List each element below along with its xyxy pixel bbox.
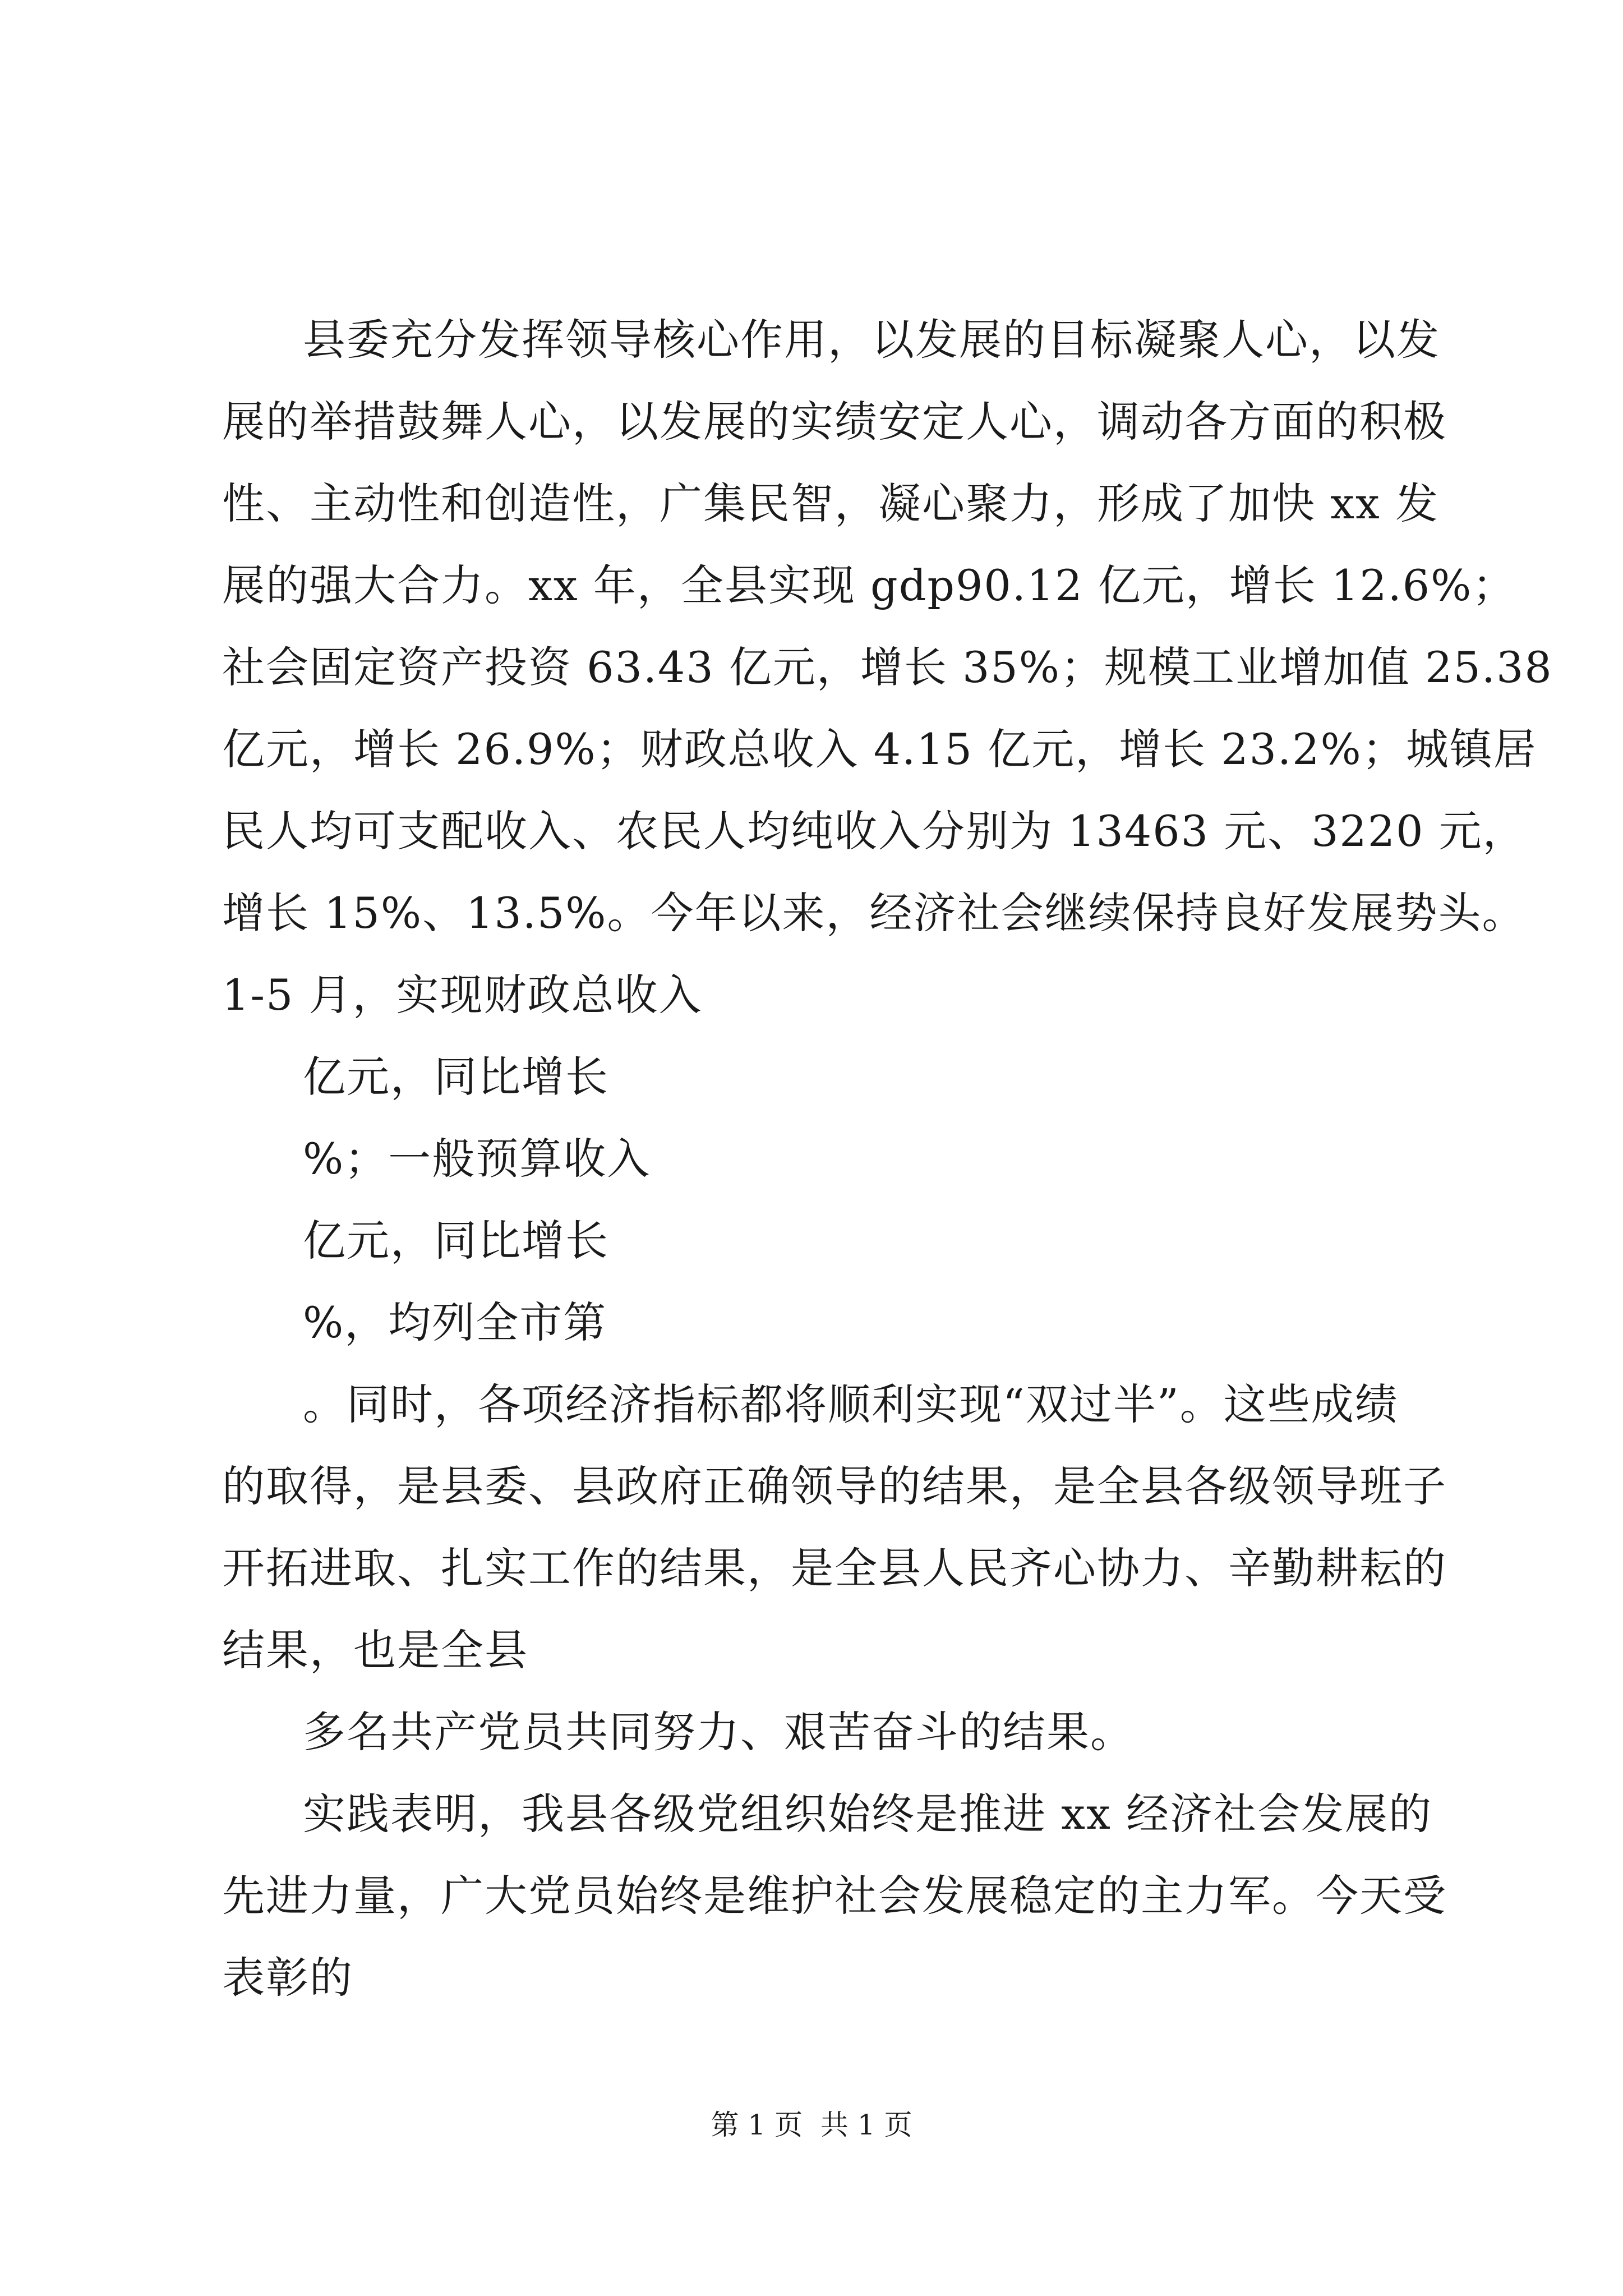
text-line: 展的强大合力。xx 年，全县实现 gdp90.12 亿元，增长 12.6%；	[222, 560, 1516, 610]
text-line: 县委充分发挥领导核心作用，以发展的目标凝聚人心，以发	[303, 315, 1440, 365]
text-line: 民人均可支配收入、农民人均纯收入分别为 13463 元、3220 元，	[222, 806, 1527, 856]
text-line: %；一般预算收入	[303, 1134, 651, 1184]
text-line: %，均列全市第	[303, 1297, 607, 1347]
text-line: 多名共产党员共同努力、艰苦奋斗的结果。	[303, 1707, 1134, 1757]
text-line: 先进力量，广大党员始终是维护社会发展稳定的主力军。今天受	[222, 1871, 1447, 1921]
text-line: 亿元，同比增长	[303, 1052, 609, 1102]
text-line: 的取得，是县委、县政府正确领导的结果，是全县各级领导班子	[222, 1461, 1447, 1511]
text-line: 增长 15%、13.5%。今年以来，经济社会继续保持良好发展势头。	[222, 888, 1526, 938]
text-line: 展的举措鼓舞人心，以发展的实绩安定人心，调动各方面的积极	[222, 397, 1447, 447]
text-line: 社会固定资产投资 63.43 亿元，增长 35%；规模工业增加值 25.38	[222, 642, 1553, 692]
text-line: 性、主动性和创造性，广集民智，凝心聚力，形成了加快 xx 发	[222, 478, 1440, 528]
text-line: 亿元，同比增长	[303, 1216, 609, 1266]
text-line: 开拓进取、扎实工作的结果，是全县人民齐心协力、辛勤耕耘的	[222, 1543, 1447, 1593]
page-footer: 第 1 页 共 1 页	[711, 2109, 912, 2141]
text-line: 亿元，增长 26.9%；财政总收入 4.15 亿元，增长 23.2%；城镇居	[222, 724, 1537, 774]
text-line: 。同时，各项经济指标都将顺利实现“双过半”。这些成绩	[303, 1379, 1399, 1429]
text-line: 结果，也是全县	[222, 1625, 528, 1675]
text-line: 实践表明，我县各级党组织始终是推进 xx 经济社会发展的	[303, 1789, 1433, 1839]
text-line: 1-5 月，实现财政总收入	[222, 970, 703, 1020]
text-line: 表彰的	[222, 1953, 353, 2003]
